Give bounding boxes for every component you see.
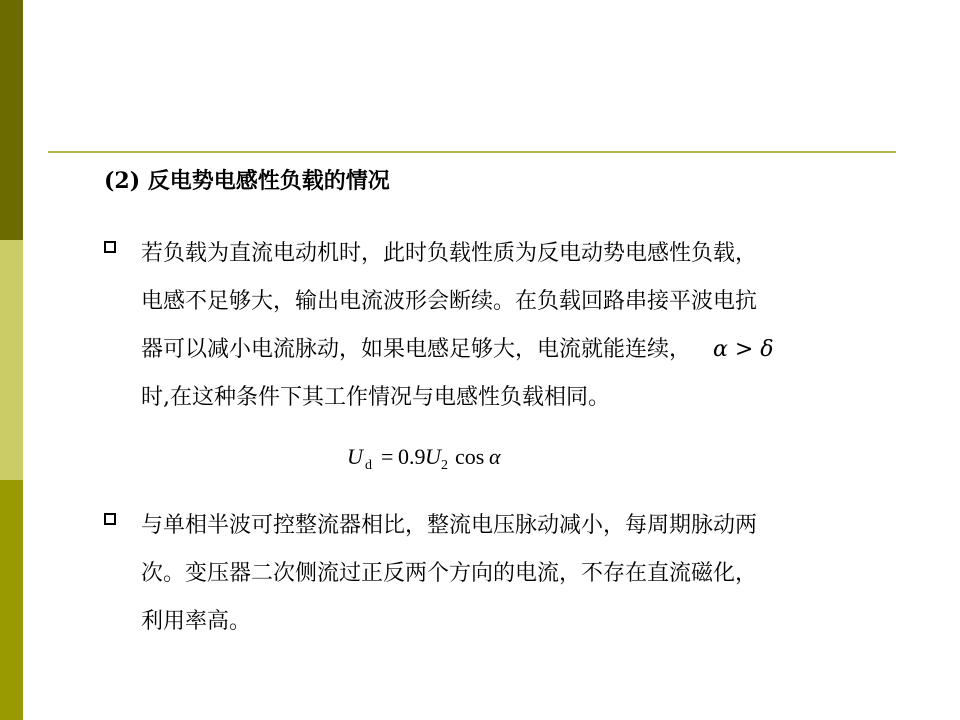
formula-rhs-var: U [425,444,441,469]
formula-equals: = [381,444,394,469]
bullet-line: 电感不足够大，输出电流波形会断续。在负载回路串接平波电抗 [141,289,758,314]
formula-rhs-sub: 2 [441,458,448,473]
square-bullet-icon [104,513,116,525]
bullet-line: 利用率高。 [141,609,252,634]
bullet-line-text: 器可以减小电流脉动，如果电感足够大，电流就能连续， [141,337,692,362]
formula-lhs-sub: d [365,458,372,473]
bullet-line: 次。变压器二次侧流过正反两个方向的电流，不存在直流磁化， [141,561,758,586]
formula-lhs-var: U [347,444,363,469]
inline-math-condition: α > δ [713,337,774,362]
formula [343,440,543,474]
square-bullet-icon [104,241,116,253]
bullet-line: 与单相半波可控整流器相比，整流电压脉动减小，每周期脉动两 [141,513,758,538]
sidebar-middle [0,240,23,480]
formula-coef: 0.9 [398,444,426,469]
formula-arg: α [489,444,501,469]
sidebar-top [0,0,23,240]
section-heading: (2) 反电势电感性负载的情况 [104,168,390,194]
bullet-line: 时,在这种条件下其工作情况与电感性负载相同。 [141,385,610,410]
sidebar-bottom [0,480,23,720]
bullet-line: 若负载为直流电动机时，此时负载性质为反电动势电感性负载， [141,241,758,266]
bullet-line-with-math [141,326,774,360]
title-divider [48,151,896,153]
bullet-text [141,502,757,632]
formula-func: cos [455,444,485,469]
bullet-text [141,230,774,408]
